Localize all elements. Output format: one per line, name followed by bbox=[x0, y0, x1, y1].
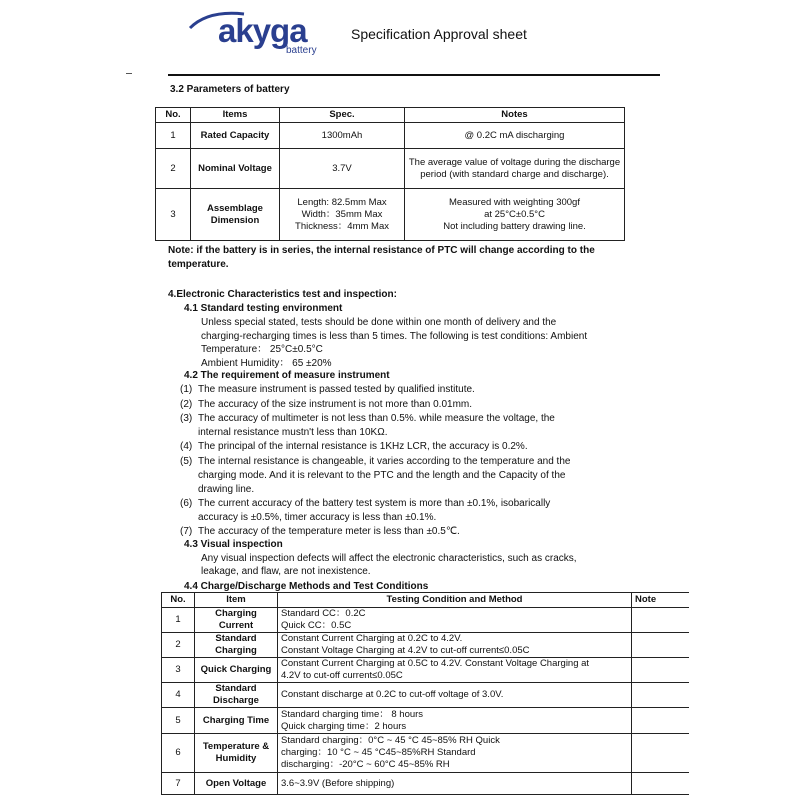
col-header-no: No. bbox=[162, 593, 195, 608]
battery-parameters-table bbox=[155, 107, 625, 241]
row-no: 5 bbox=[162, 708, 195, 734]
list-item-number: (5) bbox=[180, 456, 193, 467]
row-method: 3.6~3.9V (Before shipping) bbox=[278, 773, 632, 795]
row-method bbox=[278, 734, 632, 773]
row-method bbox=[278, 708, 632, 734]
section-3-2-heading: 3.2 Parameters of battery bbox=[170, 84, 290, 95]
list-item: The accuracy of the temperature meter is less than ±0.5℃. bbox=[198, 526, 460, 537]
row-spec bbox=[280, 189, 405, 241]
section-4-1-heading: 4.1 Standard testing environment bbox=[184, 303, 343, 314]
col-header-no: No. bbox=[156, 108, 191, 123]
row-notes: @ 0.2C mA discharging bbox=[405, 123, 625, 149]
page-title: Specification Approval sheet bbox=[351, 26, 527, 42]
logo-sub-text: battery bbox=[286, 45, 317, 56]
list-item: charging mode. And it is relevant to the PTC and the length and the Capacity of the bbox=[198, 470, 566, 481]
col-header-item: Item bbox=[195, 593, 278, 608]
col-header-items: Items bbox=[191, 108, 280, 123]
list-item-number: (6) bbox=[180, 498, 193, 509]
row-note bbox=[632, 773, 690, 795]
row-no: 1 bbox=[162, 608, 195, 633]
notes-line: Not including battery drawing line. bbox=[443, 220, 586, 232]
list-item-number: (4) bbox=[180, 441, 193, 452]
method-line: discharging：-20°C ~ 60°C 45~85% RH bbox=[281, 759, 450, 770]
method-line: Constant Voltage Charging at 4.2V to cut-off current≤0.05C bbox=[281, 645, 530, 656]
method-line: Constant Current Charging at 0.5C to 4.2V. Constant Voltage Charging at bbox=[281, 658, 590, 669]
notes-line: Measured with weighting 300gf bbox=[449, 196, 580, 208]
method-line: Standard CC：0.2C bbox=[281, 608, 366, 619]
list-item: internal resistance mustn't less than 10KΩ. bbox=[198, 427, 388, 438]
col-header-note: Note bbox=[632, 593, 690, 608]
row-method: Constant discharge at 0.2C to cut-off voltage of 3.0V. bbox=[278, 683, 632, 708]
section-4-3-heading: 4.3 Visual inspection bbox=[184, 539, 283, 550]
row-item: Standard Discharge bbox=[195, 683, 278, 708]
list-item-number: (2) bbox=[180, 399, 193, 410]
table-row bbox=[156, 123, 625, 149]
method-line: Standard charging：0°C ~ 45 °C 45~85% RH Quick bbox=[281, 735, 500, 746]
row-spec: 1300mAh bbox=[280, 123, 405, 149]
row-item: Standard Charging bbox=[195, 633, 278, 658]
list-item: The accuracy of the size instrument is not more than 0.01mm. bbox=[198, 399, 473, 410]
method-line: Quick CC：0.5C bbox=[281, 620, 352, 631]
akyga-logo bbox=[188, 8, 328, 56]
table-row bbox=[162, 683, 690, 708]
list-item: The internal resistance is changeable, it varies according to the temperature and the bbox=[198, 456, 571, 467]
table-row bbox=[156, 189, 625, 241]
table-row bbox=[162, 773, 690, 795]
row-method bbox=[278, 658, 632, 683]
method-line: Constant Current Charging at 0.2C to 4.2V. bbox=[281, 633, 463, 644]
row-note bbox=[632, 633, 690, 658]
row-item: Quick Charging bbox=[195, 658, 278, 683]
list-item-number: (1) bbox=[180, 384, 193, 395]
row-item: Charging Current bbox=[195, 608, 278, 633]
row-no: 3 bbox=[162, 658, 195, 683]
row-no: 3 bbox=[156, 189, 191, 241]
row-method bbox=[278, 608, 632, 633]
row-notes bbox=[405, 189, 625, 241]
list-item: drawing line. bbox=[198, 484, 255, 495]
list-item-number: (7) bbox=[180, 526, 193, 537]
row-item: Open Voltage bbox=[195, 773, 278, 795]
list-item-number: (3) bbox=[180, 413, 193, 424]
table-row bbox=[162, 658, 690, 683]
method-line: Standard charging time： 8 hours bbox=[281, 708, 424, 720]
row-note bbox=[632, 734, 690, 773]
s41-line: Temperature： 25°C±0.5°C bbox=[201, 344, 323, 355]
header-divider-short bbox=[126, 73, 132, 74]
col-header-method: Testing Condition and Method bbox=[278, 593, 632, 608]
row-method bbox=[278, 633, 632, 658]
charge-discharge-table bbox=[161, 592, 689, 795]
row-item: Nominal Voltage bbox=[191, 149, 280, 189]
col-header-notes: Notes bbox=[405, 108, 625, 123]
s41-line: Unless special stated, tests should be done within one month of delivery and the bbox=[201, 317, 557, 328]
table-row bbox=[162, 734, 690, 773]
row-no: 7 bbox=[162, 773, 195, 795]
table-row bbox=[162, 708, 690, 734]
list-item: The current accuracy of the battery test system is more than ±0.1%, isobarically bbox=[198, 498, 551, 509]
row-item: Rated Capacity bbox=[191, 123, 280, 149]
table-row bbox=[162, 608, 690, 633]
section-4-2-heading: 4.2 The requirement of measure instrument bbox=[184, 370, 390, 381]
row-item: Assemblage Dimension bbox=[191, 189, 280, 241]
spec-line: Width：35mm Max bbox=[301, 208, 383, 220]
s41-line: Ambient Humidity： 65 ±20% bbox=[201, 358, 332, 369]
row-no: 4 bbox=[162, 683, 195, 708]
method-line: 4.2V to cut-off current≤0.05C bbox=[281, 670, 403, 681]
row-no: 6 bbox=[162, 734, 195, 773]
row-no: 2 bbox=[162, 633, 195, 658]
list-item: accuracy is ±0.5%, timer accuracy is less than ±0.1%. bbox=[198, 512, 437, 523]
spec-line: Thickness：4mm Max bbox=[295, 220, 389, 232]
series-note: Note: if the battery is in series, the internal resistance of PTC will change according to the temperature. bbox=[168, 245, 595, 270]
list-item: The accuracy of multimeter is not less than 0.5%. while measure the voltage, the bbox=[198, 413, 555, 424]
row-item: Temperature & Humidity bbox=[195, 734, 278, 773]
row-note bbox=[632, 658, 690, 683]
row-no: 1 bbox=[156, 123, 191, 149]
logo-main-text: akyga bbox=[218, 12, 307, 49]
s41-line: charging-recharging times is less than 5 times. The following is test conditions: Ambient bbox=[201, 331, 588, 342]
row-note bbox=[632, 708, 690, 734]
section-4-4-heading: 4.4 Charge/Discharge Methods and Test Conditions bbox=[184, 581, 429, 592]
header-divider bbox=[168, 74, 660, 76]
col-header-spec: Spec. bbox=[280, 108, 405, 123]
notes-line: at 25°C±0.5°C bbox=[484, 208, 545, 220]
list-item: The measure instrument is passed tested by qualified institute. bbox=[198, 384, 475, 395]
row-notes: The average value of voltage during the discharge period (with standard charge and discharge). bbox=[405, 149, 625, 189]
spec-line: Length: 82.5mm Max bbox=[297, 196, 387, 208]
row-note bbox=[632, 608, 690, 633]
table-row bbox=[162, 633, 690, 658]
section-4-heading: 4.Electronic Characteristics test and inspection: bbox=[168, 289, 397, 300]
table-row bbox=[156, 149, 625, 189]
method-line: charging：10 °C ~ 45 °C45~85%RH Standard bbox=[281, 747, 476, 758]
row-note bbox=[632, 683, 690, 708]
s43-line: Any visual inspection defects will affect the electronic characteristics, such as cracks, bbox=[201, 553, 577, 564]
row-no: 2 bbox=[156, 149, 191, 189]
method-line: Quick charging time：2 hours bbox=[281, 720, 407, 732]
s43-line: leakage, and flaw, are not inexistence. bbox=[201, 566, 371, 577]
row-spec: 3.7V bbox=[280, 149, 405, 189]
row-item: Charging Time bbox=[195, 708, 278, 734]
list-item: The principal of the internal resistance is 1KHz LCR, the accuracy is 0.2%. bbox=[198, 441, 528, 452]
